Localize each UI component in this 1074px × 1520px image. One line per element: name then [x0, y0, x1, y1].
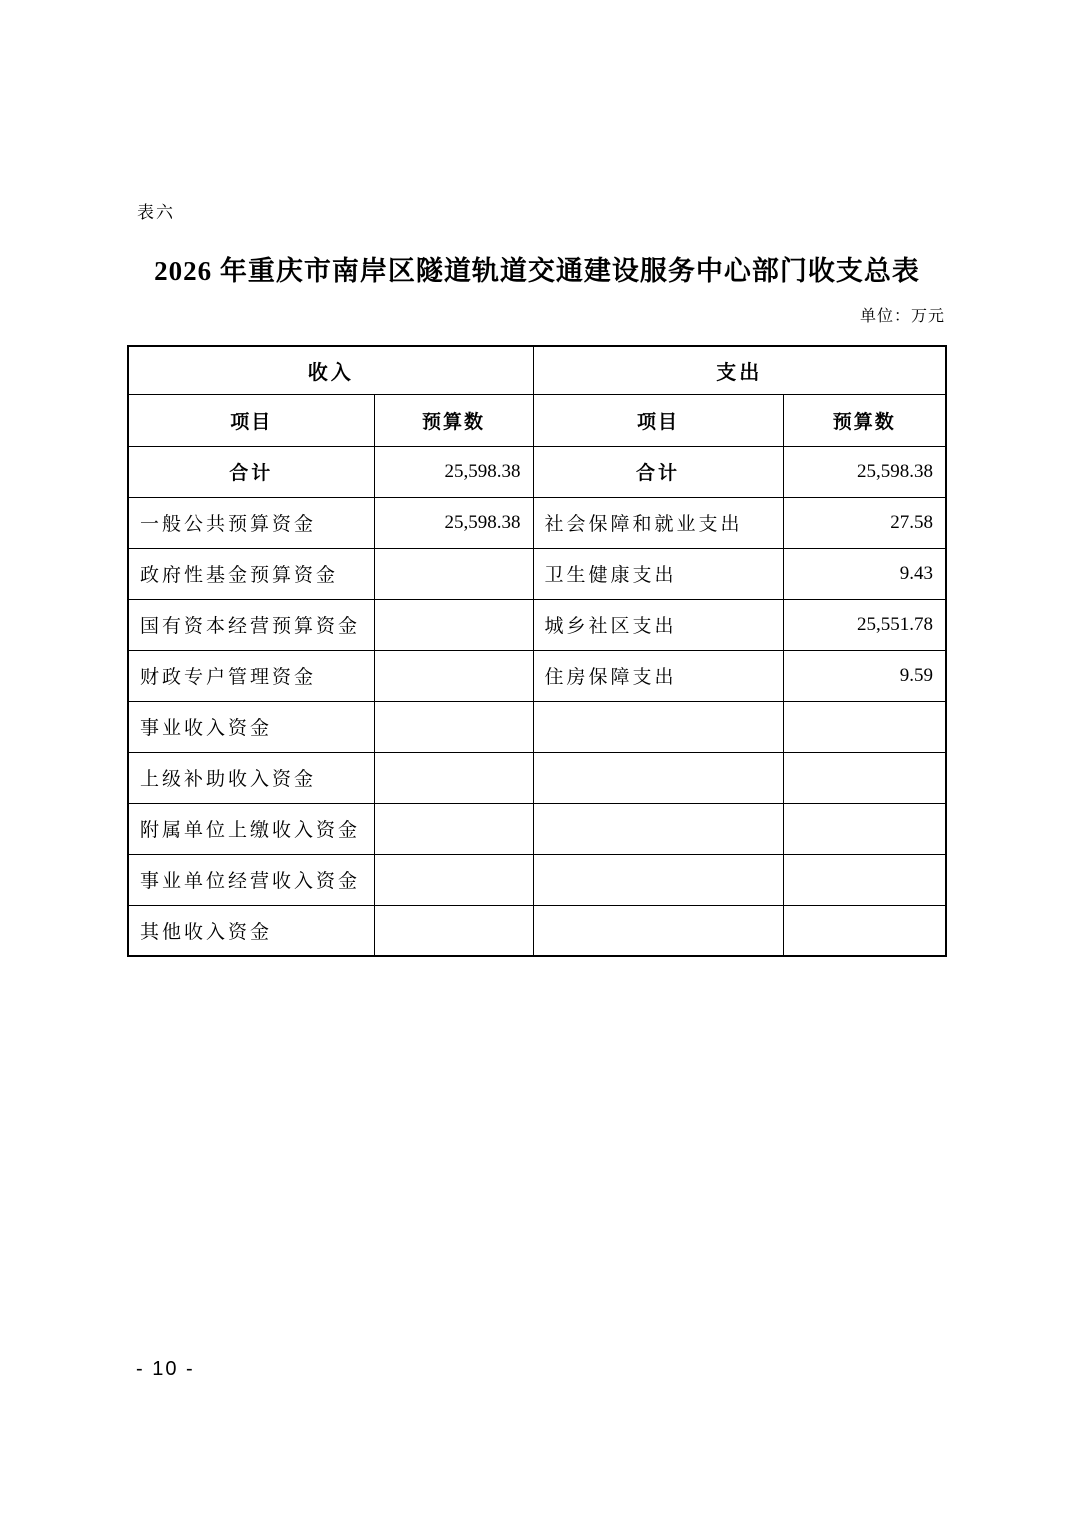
budget-summary-table: [127, 345, 947, 957]
table-row-total: [128, 446, 946, 497]
expense-item-cell: [533, 803, 783, 854]
income-item-cell: 政府性基金预算资金: [128, 548, 374, 599]
page-number: - 10 -: [136, 1358, 195, 1380]
income-budget-cell: [374, 548, 533, 599]
expense-budget-cell: 27.58: [783, 497, 946, 548]
table-row: [128, 599, 946, 650]
income-budget-cell: 25,598.38: [374, 446, 533, 497]
income-budget-cell: [374, 905, 533, 956]
income-item-cell: 财政专户管理资金: [128, 650, 374, 701]
table-row: [128, 854, 946, 905]
section-header-row: [128, 346, 946, 394]
unit-note: 单位：万元: [859, 308, 945, 325]
income-budget-cell: [374, 599, 533, 650]
expense-item-cell: [533, 905, 783, 956]
expense-item-cell: 合计: [533, 446, 783, 497]
income-budget-cell: 25,598.38: [374, 497, 533, 548]
income-item-cell: 一般公共预算资金: [128, 497, 374, 548]
expense-budget-cell: 25,598.38: [783, 446, 946, 497]
income-budget-cell: [374, 650, 533, 701]
table-row: [128, 905, 946, 956]
income-section-header: 收入: [128, 346, 533, 394]
income-item-cell: 其他收入资金: [128, 905, 374, 956]
expense-budget-cell: 9.43: [783, 548, 946, 599]
income-item-cell: 事业单位经营收入资金: [128, 854, 374, 905]
expense-budget-cell: [783, 803, 946, 854]
income-budget-column-header: 预算数: [374, 394, 533, 446]
income-budget-cell: [374, 803, 533, 854]
expense-budget-cell: 25,551.78: [783, 599, 946, 650]
income-item-cell: 国有资本经营预算资金: [128, 599, 374, 650]
table-row: [128, 752, 946, 803]
income-budget-cell: [374, 752, 533, 803]
table-row: [128, 803, 946, 854]
income-budget-cell: [374, 854, 533, 905]
expense-budget-cell: 9.59: [783, 650, 946, 701]
expense-section-header: 支出: [533, 346, 946, 394]
table-row: [128, 497, 946, 548]
income-item-cell: 上级补助收入资金: [128, 752, 374, 803]
column-header-row: [128, 394, 946, 446]
expense-item-cell: 社会保障和就业支出: [533, 497, 783, 548]
expense-budget-cell: [783, 854, 946, 905]
expense-item-cell: 城乡社区支出: [533, 599, 783, 650]
expense-item-cell: [533, 701, 783, 752]
document-title: 2026 年重庆市南岸区隧道轨道交通建设服务中心部门收支总表: [154, 256, 920, 286]
expense-item-column-header: 项目: [533, 394, 783, 446]
expense-item-cell: [533, 854, 783, 905]
expense-item-cell: 住房保障支出: [533, 650, 783, 701]
income-budget-cell: [374, 701, 533, 752]
income-item-column-header: 项目: [128, 394, 374, 446]
table-row: [128, 548, 946, 599]
income-item-cell: 附属单位上缴收入资金: [128, 803, 374, 854]
expense-budget-cell: [783, 701, 946, 752]
table-row: [128, 701, 946, 752]
expense-budget-cell: [783, 752, 946, 803]
table-number-label: 表六: [137, 203, 175, 222]
income-item-cell: 事业收入资金: [128, 701, 374, 752]
expense-item-cell: [533, 752, 783, 803]
expense-budget-column-header: 预算数: [783, 394, 946, 446]
expense-budget-cell: [783, 905, 946, 956]
expense-item-cell: 卫生健康支出: [533, 548, 783, 599]
table-row: [128, 650, 946, 701]
income-item-cell: 合计: [128, 446, 374, 497]
